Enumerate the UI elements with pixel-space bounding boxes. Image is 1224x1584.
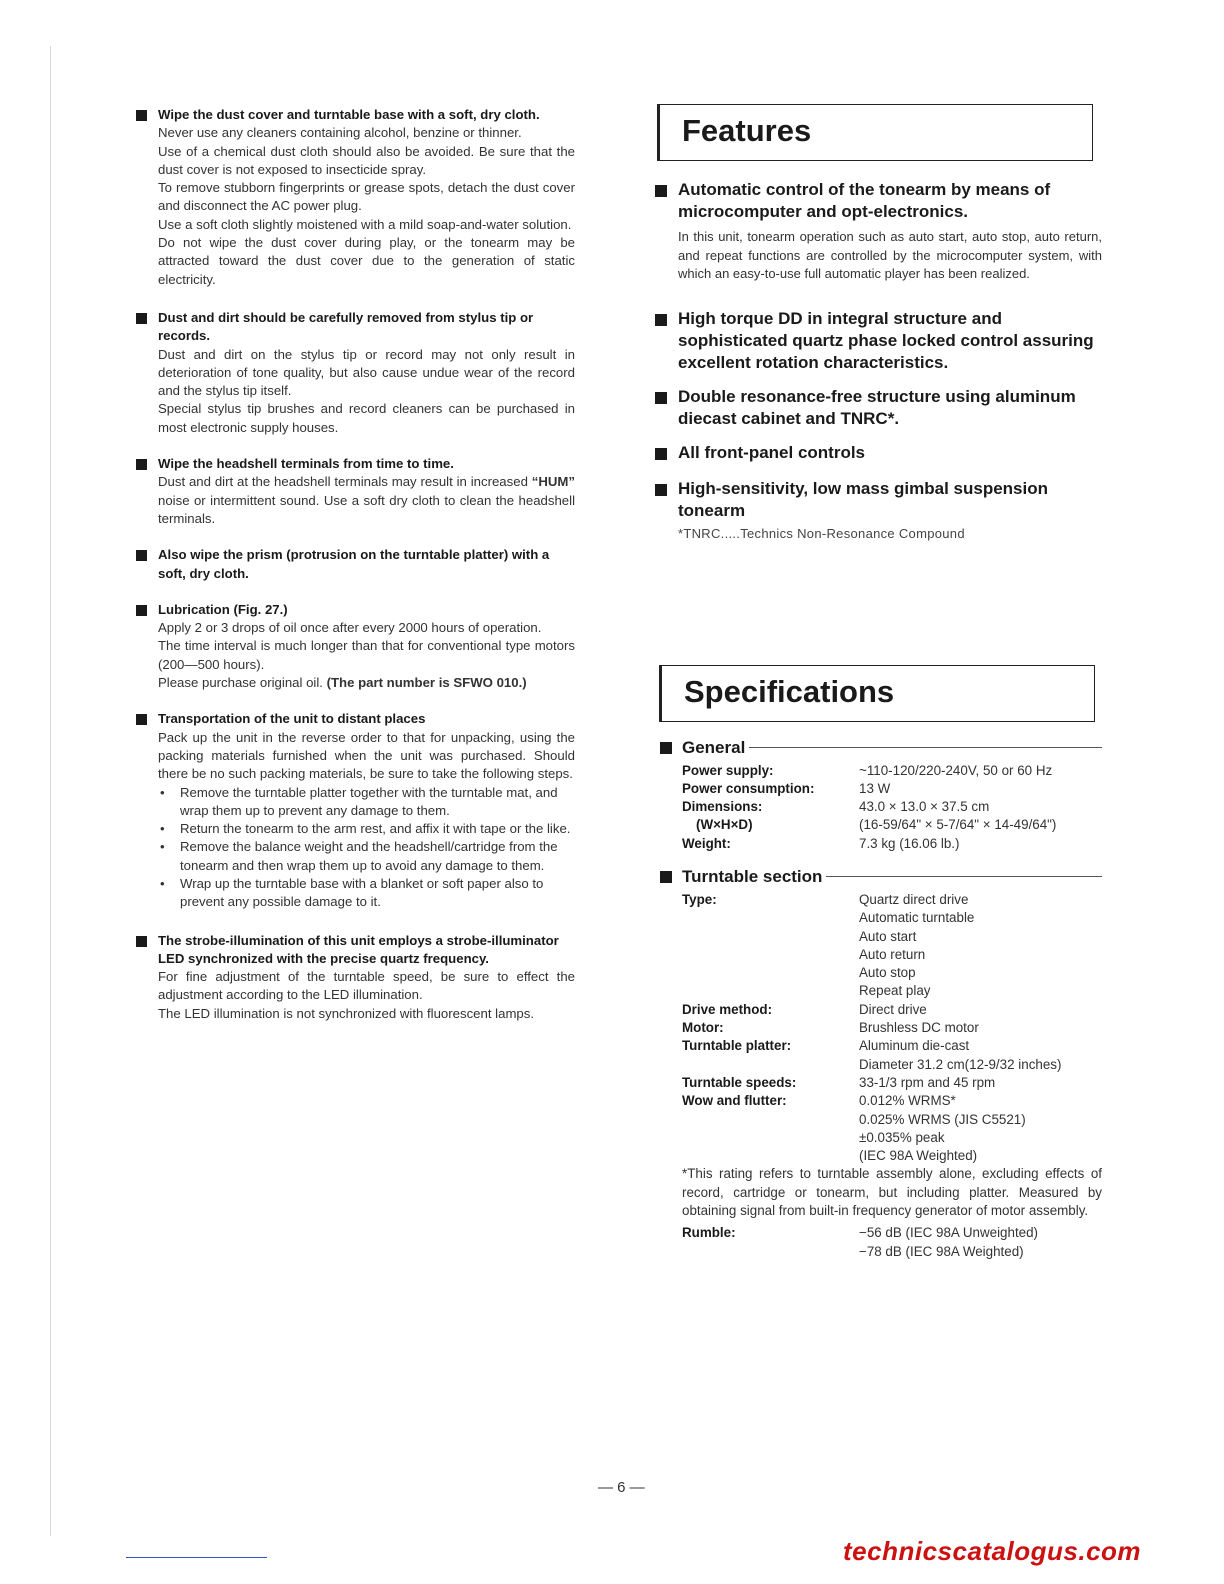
spec-row — [682, 762, 1102, 780]
divider — [749, 747, 1102, 748]
item-text: Never use any cleaners containing alcohol, benzine or thinner. — [158, 125, 522, 141]
feature-heading: Automatic control of the tonearm by means of microcomputer and opt-electronics. — [678, 180, 1051, 221]
item-text: Apply 2 or 3 drops of oil once after every 2000 hours of operation. — [158, 620, 542, 636]
item-heading: The strobe-illumination of this unit employs a strobe-illuminator LED synchronized with the precise quartz frequency. — [158, 932, 559, 966]
margin-rule — [50, 46, 51, 1536]
spec-value: Brushless DC motor — [859, 1020, 979, 1036]
bullet-square-icon — [136, 459, 147, 470]
feature-heading: Double resonance-free structure using aluminum diecast cabinet and TNRC*. — [678, 386, 1076, 428]
bullet-square-icon — [660, 742, 672, 754]
item-text: Do not wipe the dust cover during play, or the tonearm may be attracted toward the dust cover due to the generation of static electricity. — [158, 235, 575, 287]
feature-heading: High-sensitivity, low mass gimbal suspension tonearm — [678, 478, 1048, 520]
list-item: • Remove the balance weight and the headshell/cartridge from the tonearm and then wrap them up to avoid any damage to them. — [158, 838, 575, 875]
item-heading: Lubrication (Fig. 27.) — [158, 601, 288, 617]
feature-item — [652, 386, 1102, 430]
page-number: — 6 — — [598, 1479, 645, 1496]
spec-row — [682, 1001, 1102, 1019]
divider — [826, 876, 1102, 877]
item-text: To remove stubborn fingerprints or grease spots, detach the dust cover and disconnect the AC power plug. — [158, 180, 575, 214]
prism-item — [135, 546, 575, 583]
spec-value-line: Auto start — [859, 928, 917, 944]
spec-row — [682, 1037, 1102, 1074]
list-item: • Wrap up the turntable base with a blanket or soft paper also to prevent any possible damage to it. — [158, 875, 575, 912]
item-text — [158, 674, 575, 692]
bullet-square-icon — [655, 484, 667, 496]
wow-flutter-footnote: *This rating refers to turntable assembly alone, excluding effects of record, cartridge or tonearm, but including platter. Measured by obtaining signal from built-in frequency generator of motor assembly. — [682, 1166, 1102, 1219]
bullet-square-icon — [660, 871, 672, 883]
headshell-item — [135, 455, 575, 528]
spec-row — [682, 1092, 1102, 1165]
spec-label: (W×H×D) — [696, 817, 753, 833]
bullet-square-icon — [136, 936, 147, 947]
watermark: technicscatalogus.com — [843, 1536, 1142, 1566]
item-heading: Dust and dirt should be carefully removed from stylus tip or records. — [158, 309, 534, 344]
spec-value — [859, 891, 974, 1001]
spec-section-title: Turntable section — [682, 866, 823, 886]
spec-value — [859, 1092, 1026, 1165]
features-list — [652, 179, 1102, 541]
spec-label: Dimensions: — [682, 799, 763, 815]
bullet-square-icon — [655, 392, 667, 404]
spec-value: 7.3 kg (16.06 lb.) — [859, 835, 960, 851]
spec-label: Turntable platter: — [682, 1038, 792, 1054]
bullet-square-icon — [136, 550, 147, 561]
spec-label: Weight: — [682, 835, 731, 851]
spec-label: Turntable speeds: — [682, 1074, 797, 1090]
spec-label: Power supply: — [682, 762, 774, 778]
general-specs — [682, 762, 1102, 853]
spec-label: Wow and flutter: — [682, 1093, 787, 1109]
spec-row — [682, 816, 1102, 834]
transport-steps — [158, 784, 575, 912]
item-text: The time interval is much longer than that for conventional type motors (200—500 hours). — [158, 638, 575, 672]
list-item: • Remove the turntable platter together with the turntable mat, and wrap them up to prevent any damage to them. — [158, 784, 575, 821]
item-text: The LED illumination is not synchronized with fluorescent lamps. — [158, 1005, 535, 1021]
feature-heading: All front-panel controls — [678, 442, 865, 462]
item-text — [158, 473, 575, 528]
spec-label: Rumble: — [682, 1225, 736, 1241]
feature-item — [652, 478, 1102, 541]
strobe-item — [135, 932, 575, 1023]
spec-value-line: Diameter 31.2 cm(12-9/32 inches) — [859, 1056, 1062, 1072]
spec-label: Type: — [682, 891, 717, 907]
bullet-square-icon — [655, 314, 667, 326]
spec-value — [859, 1224, 1038, 1261]
spec-value: 33-1/3 rpm and 45 rpm — [859, 1074, 996, 1090]
stylus-item — [135, 309, 575, 437]
tnrc-footnote: *TNRC.....Technics Non-Resonance Compound — [678, 525, 965, 541]
bullet-square-icon — [655, 448, 667, 460]
rumble-specs — [682, 1224, 1102, 1261]
spec-value-line: 0.025% WRMS (JIS C5521) — [859, 1111, 1026, 1127]
spec-row — [682, 1074, 1102, 1092]
item-text: Dust and dirt on the stylus tip or record may not only result in deterioration of tone quality, but also cause undue wear of the record and the stylus tip itself. — [158, 346, 575, 399]
spec-value-line: (IEC 98A Weighted) — [859, 1148, 978, 1164]
lubrication-item — [135, 601, 575, 692]
feature-text: In this unit, tonearm operation such as auto start, auto stop, auto return, and repeat functions are controlled by the microcomputer system, with which an easy-to-use full automatic player has been realized. — [678, 229, 1102, 281]
transport-item — [135, 710, 575, 911]
text-part: Please purchase original oil. — [158, 675, 327, 691]
part-number: (The part number is SFWO 010.) — [326, 675, 527, 691]
item-heading: Also wipe the prism (protrusion on the turntable platter) with a soft, dry cloth. — [158, 547, 550, 581]
bullet-square-icon — [136, 313, 147, 324]
bullet-square-icon — [136, 714, 147, 725]
spec-value-line: −78 dB (IEC 98A Weighted) — [859, 1243, 1024, 1259]
spec-value: 13 W — [859, 780, 891, 796]
bullet-square-icon — [136, 110, 147, 121]
spec-value-line: Repeat play — [859, 983, 931, 999]
maintenance-column — [135, 106, 575, 1039]
item-heading: Wipe the dust cover and turntable base with a soft, dry cloth. — [158, 107, 540, 122]
item-text: For fine adjustment of the turntable speed, be sure to effect the adjustment according to the LED illumination. — [158, 969, 575, 1003]
spec-value-line: ±0.035% peak — [859, 1129, 945, 1145]
turntable-specs — [682, 891, 1102, 1165]
item-heading: Wipe the headshell terminals from time to time. — [158, 456, 454, 472]
item-text: Pack up the unit in the reverse order to that for unpacking, using the packing materials furnished when the unit was purchased. Should there be no such packing materials, be sure to take the following steps. — [158, 729, 575, 782]
list-item: • Return the tonearm to the arm rest, and affix it with tape or the like. — [158, 820, 575, 838]
feature-item — [652, 308, 1102, 374]
spec-value — [859, 1037, 1061, 1074]
spec-row — [682, 1224, 1102, 1261]
feature-heading: High torque DD in integral structure and sophisticated quartz phase locked control assuring excellent rotation characteristics. — [678, 308, 1094, 372]
text-part: noise or intermittent sound. Use a soft dry cloth to clean the headshell terminals. — [158, 492, 575, 526]
features-specs-column — [652, 104, 1102, 1261]
spec-value-line: Quartz direct drive — [859, 891, 969, 907]
spec-label: Power consumption: — [682, 780, 815, 796]
spec-value: 43.0 × 13.0 × 37.5 cm — [859, 799, 990, 815]
item-text: Use of a chemical dust cloth should also be avoided. Be sure that the dust cover is not exposed to insecticide spray. — [158, 143, 575, 177]
spec-row — [682, 1019, 1102, 1037]
spec-row — [682, 891, 1102, 1001]
spec-value-line: Aluminum die-cast — [859, 1038, 970, 1054]
specifications-title-box — [659, 665, 1095, 722]
spec-value-line: 0.012% WRMS* — [859, 1093, 956, 1109]
spec-value-line: Auto return — [859, 946, 926, 962]
features-title: Features — [682, 113, 812, 148]
feature-item — [652, 179, 1102, 284]
spec-section-title: General — [682, 737, 746, 757]
spec-value-line: Auto stop — [859, 965, 916, 981]
general-heading — [652, 738, 1102, 758]
item-heading: Transportation of the unit to distant places — [158, 711, 426, 727]
spec-row — [682, 835, 1102, 853]
hum-emphasis: “HUM” — [531, 474, 575, 490]
spec-value: (16-59/64" × 5-7/64" × 14-49/64") — [859, 817, 1057, 833]
spec-value: ~110-120/220-240V, 50 or 60 Hz — [859, 762, 1053, 778]
spec-label: Motor: — [682, 1020, 724, 1036]
bullet-square-icon — [136, 605, 147, 616]
feature-item — [652, 442, 1102, 464]
spec-value-line: −56 dB (IEC 98A Unweighted) — [859, 1225, 1039, 1241]
item-text: Special stylus tip brushes and record cleaners can be purchased in most electronic supply houses. — [158, 401, 575, 435]
link-underline — [126, 1557, 267, 1558]
text-part: Dust and dirt at the headshell terminals may result in increased — [158, 474, 532, 490]
turntable-heading — [652, 867, 1102, 887]
spec-row — [682, 798, 1102, 816]
bullet-square-icon — [655, 185, 667, 197]
features-title-box — [657, 104, 1093, 161]
dust-cover-item — [135, 106, 575, 289]
item-text: Use a soft cloth slightly moistened with a mild soap-and-water solution. — [158, 216, 572, 232]
spec-value-line: Automatic turntable — [859, 910, 975, 926]
spec-row — [682, 780, 1102, 798]
specifications-title: Specifications — [684, 673, 895, 709]
spec-value: Direct drive — [859, 1001, 927, 1017]
spec-label: Drive method: — [682, 1001, 773, 1017]
